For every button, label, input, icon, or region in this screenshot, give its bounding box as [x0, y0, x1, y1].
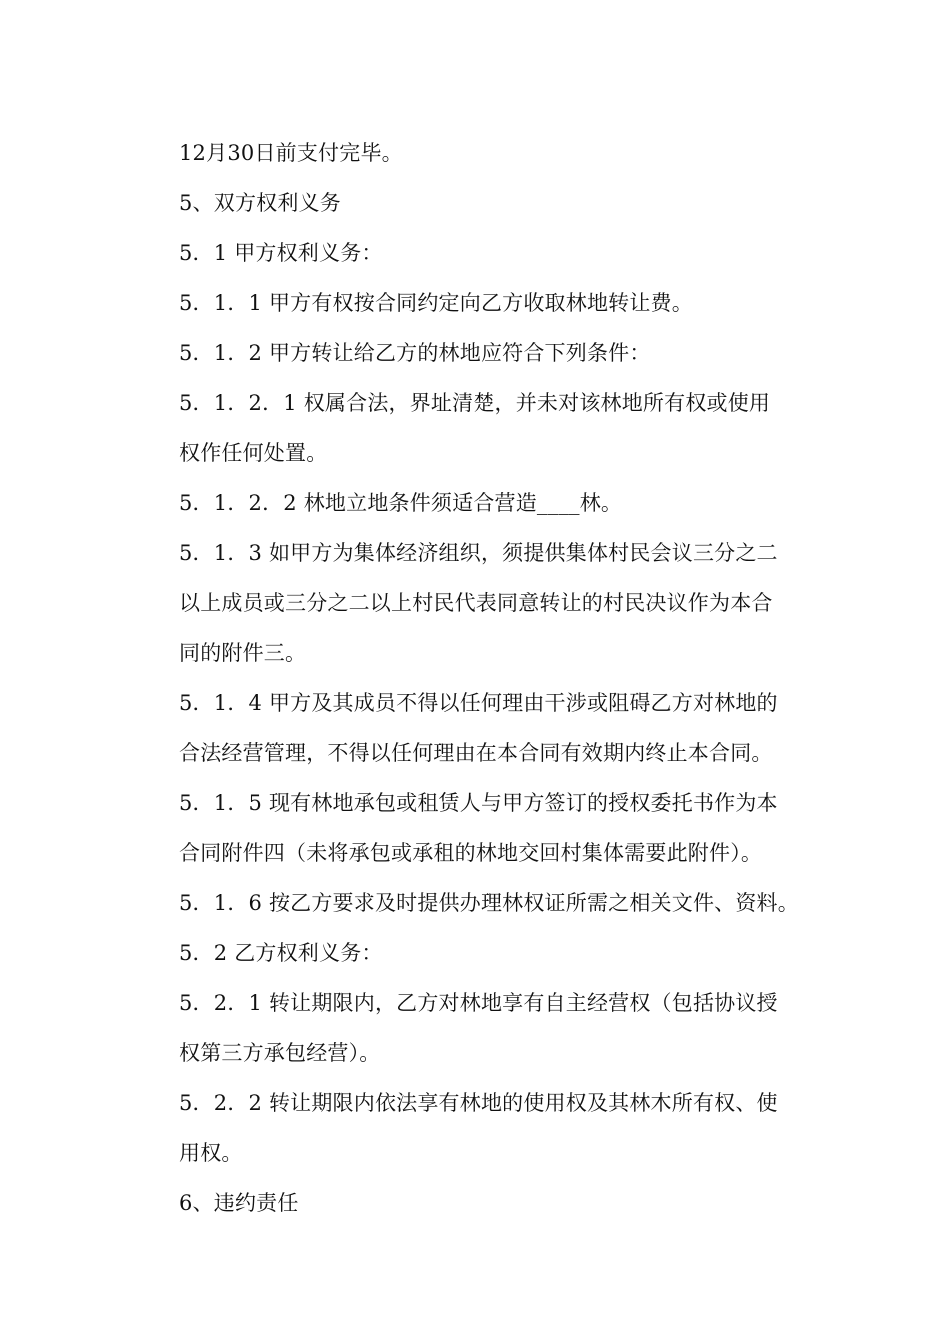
text-line: 用权。	[179, 1141, 243, 1165]
subsection-heading: 5．1 甲方权利义务：	[179, 241, 383, 265]
text-line: 5．2．2 转让期限内依法享有林地的使用权及其林木所有权、使	[179, 1091, 778, 1115]
text-line: 权第三方承包经营）。	[179, 1041, 381, 1065]
text-line: 5．1．6 按乙方要求及时提供办理林权证所需之相关文件、资料。	[179, 891, 799, 915]
section-heading: 6、违约责任	[179, 1191, 299, 1215]
subsection-heading: 5．2 乙方权利义务：	[179, 941, 383, 965]
text-line: 合法经营管理，不得以任何理由在本合同有效期内终止本合同。	[179, 741, 773, 765]
text-line: 同的附件三。	[179, 641, 307, 665]
text-line: 5．1．2．2 林地立地条件须适合营造____林。	[179, 491, 623, 515]
text-line: 5．1．1 甲方有权按合同约定向乙方收取林地转让费。	[179, 291, 693, 315]
text-line: 12月30日前支付完毕。	[179, 141, 403, 165]
section-heading: 5、双方权利义务	[179, 191, 341, 215]
text-line: 5．1．3 如甲方为集体经济组织，须提供集体村民会议三分之二	[179, 541, 778, 565]
text-line: 以上成员或三分之二以上村民代表同意转让的村民决议作为本合	[179, 591, 773, 615]
text-line: 5．1．2．1 权属合法，界址清楚，并未对该林地所有权或使用	[179, 391, 771, 415]
document-page	[179, 128, 811, 1228]
text-line: 5．2．1 转让期限内，乙方对林地享有自主经营权（包括协议授	[179, 991, 778, 1015]
text-line: 合同附件四（未将承包或承租的林地交回村集体需要此附件）。	[179, 841, 763, 865]
text-line: 5．1．5 现有林地承包或租赁人与甲方签订的授权委托书作为本	[179, 791, 778, 815]
text-line: 5．1．2 甲方转让给乙方的林地应符合下列条件：	[179, 341, 651, 365]
text-line: 权作任何处置。	[179, 441, 328, 465]
text-line: 5．1．4 甲方及其成员不得以任何理由干涉或阻碍乙方对林地的	[179, 691, 778, 715]
